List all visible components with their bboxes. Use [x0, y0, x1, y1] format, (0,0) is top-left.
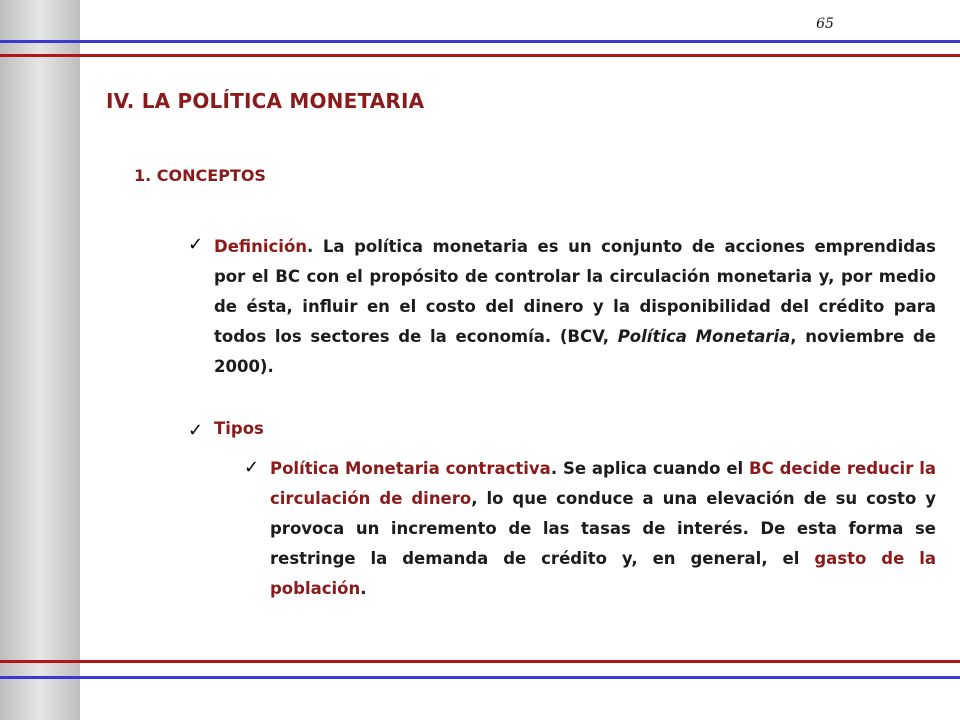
contractiva-text-2: , lo que conduce a una elevación de su costo y provoca un incremento de las tasas de interés. De esta forma se restringe la demanda de crédito y, en general, el — [270, 489, 936, 568]
page-number: 65 — [816, 16, 834, 32]
contractiva-paragraph — [270, 454, 936, 604]
checkmark-icon: ✓ — [188, 234, 204, 255]
section-heading: 1. CONCEPTOS — [134, 166, 266, 185]
side-gray-bar — [0, 0, 80, 720]
contractiva-emphasis-2: gasto de la población — [270, 549, 936, 598]
definition-term: Definición — [214, 237, 308, 256]
bottom-red-rule — [0, 660, 960, 663]
definition-text: . La política monetaria es un conjunto de acciones emprendidas por el BC con el propósito de controlar la circulación monetaria y, por medio de ésta, influir en el costo del dinero y la disponibilidad del crédito para todos los sectores de la economía. (BCV, — [214, 237, 936, 346]
definition-paragraph — [214, 232, 936, 382]
top-red-rule — [0, 54, 960, 57]
contractiva-term: Política Monetaria contractiva — [270, 459, 551, 478]
tipos-heading: Tipos — [214, 419, 264, 438]
checkmark-icon: ✓ — [244, 457, 260, 478]
contractiva-emphasis-1: BC decide reducir la circulación de dinero — [270, 459, 937, 508]
top-blue-rule — [0, 40, 960, 43]
contractiva-text-end: . — [360, 579, 367, 598]
page-title: IV. LA POLÍTICA MONETARIA — [106, 89, 425, 113]
checkmark-icon: ✓ — [188, 420, 204, 441]
contractiva-text: . Se aplica cuando el — [550, 459, 750, 478]
bottom-blue-rule — [0, 676, 960, 679]
definition-text-end: , noviembre de 2000). — [214, 327, 936, 376]
definition-source-title: Política Monetaria — [617, 327, 791, 346]
